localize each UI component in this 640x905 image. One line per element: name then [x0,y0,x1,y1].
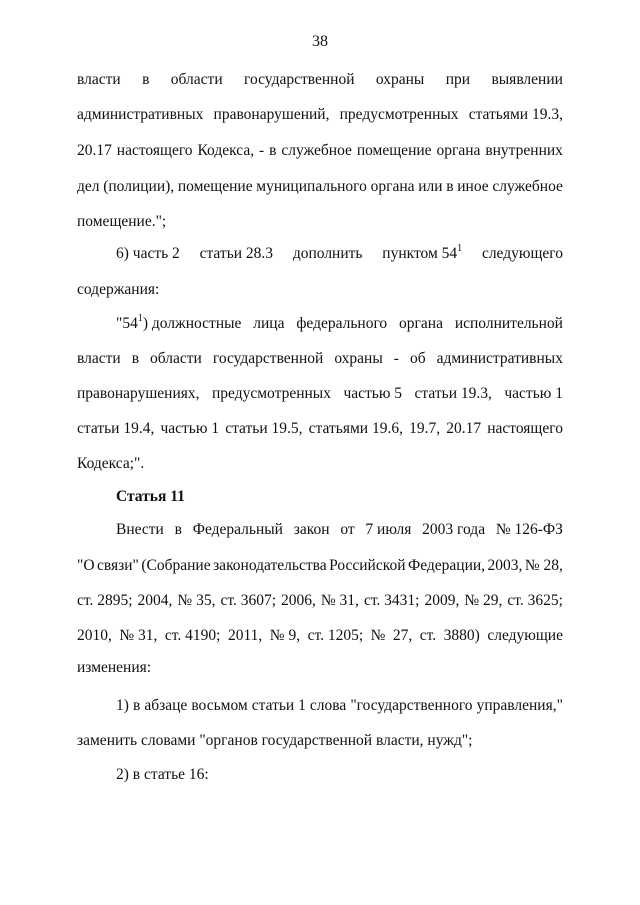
word: - [259,142,265,159]
p4-line-3 [77,592,563,610]
article-heading: Статья 11 [116,488,185,505]
word: 1) [116,697,129,714]
p3-w-1: лица [253,315,285,332]
word: области [150,350,202,367]
word: слова [309,697,347,714]
word: Кодекса, [197,142,255,159]
p2-w-e: следующего [481,245,563,262]
word: частью 1 [160,420,220,437]
word: статьи 19.3, [414,385,492,402]
word: ст. 2895; [77,592,133,609]
p3-sup: 1 [137,312,143,324]
word: (полиции), [103,178,175,195]
p2-w-c: дополнить [292,245,363,262]
word: законодательства [213,557,327,574]
word: при [445,71,471,88]
word: ст. 4190; [164,627,221,644]
word: предусмотренных [339,106,459,123]
p3-line-3 [77,385,563,403]
word: № 31, [320,592,359,609]
word: в [446,178,454,195]
word: настоящего [116,142,193,159]
word: 7 июля [365,521,412,538]
word: следующие [487,627,563,644]
word: 19.7, [409,420,441,437]
word: абзаце [144,697,188,714]
p5-line-1 [116,697,563,715]
word: или [418,178,443,195]
p2-w-d [382,242,463,263]
word: частью 5 [343,385,403,402]
p3-line-1 [116,312,563,333]
word: об [409,350,426,367]
word: в [132,697,141,714]
word: Федерации, [407,557,486,574]
word: помещение [356,142,432,159]
p3-w-2: федерального [296,315,388,332]
word: муниципального [256,178,367,195]
p1-line-3 [77,142,563,160]
word: "О [77,557,95,574]
p5-line-2: заменить словами "органов государственной власти, нужд"; [77,732,473,749]
p3-rest: ) должностные [142,315,242,332]
word: 20.17 [446,420,482,437]
p3-line-5: Кодекса;". [77,455,145,472]
word: ст. 1205; [307,627,364,644]
word: в [174,521,182,538]
p1-line-1 [77,71,563,89]
p2-line-1 [116,242,563,263]
word: в [142,71,150,88]
word: восьмом [191,697,248,714]
word: органа [436,142,481,159]
word: - [393,350,399,367]
page-number: 38 [312,33,328,50]
word: (Собрание [141,557,211,574]
word: иное [457,178,489,195]
word: в [131,350,140,367]
p3-line-2 [77,350,563,368]
word: органа [370,178,415,195]
word: 27, [392,627,413,644]
word: правонарушениях, [77,385,200,402]
word: охраны [375,71,425,88]
p2-line-2: содержания: [77,281,160,298]
word: 2011, [227,627,263,644]
word: 2003, [487,557,523,574]
word: № 126-ФЗ [495,521,563,538]
word: Федеральный [192,521,283,538]
p3-line-4 [77,420,563,438]
word: дел [77,178,100,195]
word: охраны [334,350,383,367]
word: ст. 3431; [363,592,420,609]
p3-q: "54 [116,315,138,332]
word: служебное [281,142,352,159]
word: правонарушений, [213,106,330,123]
word: области [170,71,223,88]
word: внутренних [485,142,563,159]
word: "государственного [350,697,473,714]
word: государственной [212,350,324,367]
p2-w-d-sup: 1 [457,242,463,254]
word: 2010, [77,627,112,644]
p2-w-b: статьи 28.3 [199,245,274,262]
word: Российской [329,557,406,574]
word: ст. [419,627,437,644]
word: статьи 1 [251,697,306,714]
word: власти [77,350,121,367]
word: № 9, [269,627,301,644]
word: в [269,142,277,159]
p1-line-4 [77,178,563,196]
word: служебное [492,178,563,195]
p1-line-5: помещение."; [77,213,167,230]
word: административных [436,350,563,367]
word: 2004, [137,592,173,609]
p2-w-a: 6) часть 2 [116,245,180,262]
p4-line-4 [77,627,563,645]
word: управления," [476,697,563,714]
word: закон [293,521,330,538]
word: частью 1 [504,385,563,402]
word: № 29, [464,592,503,609]
word: ст. 3625; [507,592,563,609]
word: 20.17 [77,142,112,159]
p3-w-4: исполнительной [454,315,563,332]
p1-line-2 [77,106,563,124]
word: ст. 3607; [220,592,277,609]
p3-w-3: органа [399,315,443,332]
word: 2009, [424,592,460,609]
p4-line-5: изменения: [77,659,152,676]
word: Внести [116,521,164,538]
word: статьи 19.5, [225,420,303,437]
p6-line-1: 2) в статье 16: [116,766,209,783]
word: государственной [244,71,355,88]
word: № 35, [177,592,216,609]
word: настоящего [487,420,563,437]
p3-w-first [116,312,242,333]
word: 2006, [281,592,316,609]
p2-w-d-text: пунктом 54 [382,245,458,262]
word: № [370,627,386,644]
word: власти [77,71,121,88]
word: связи" [97,557,139,574]
p4-line-1 [116,521,563,539]
word: выявлении [491,71,563,88]
word: помещение [177,178,253,195]
word: предусмотренных [212,385,331,402]
word: 3880) [443,627,480,644]
word: статьями 19.6, [308,420,403,437]
word: от [340,521,355,538]
word: № 31, [119,627,158,644]
word: статьи 19.4, [77,420,155,437]
word: административных [77,106,204,123]
p4-line-2 [77,557,563,575]
word: № 28, [524,557,563,574]
word: статьями 19.3, [468,106,563,123]
word: 2003 года [422,521,486,538]
